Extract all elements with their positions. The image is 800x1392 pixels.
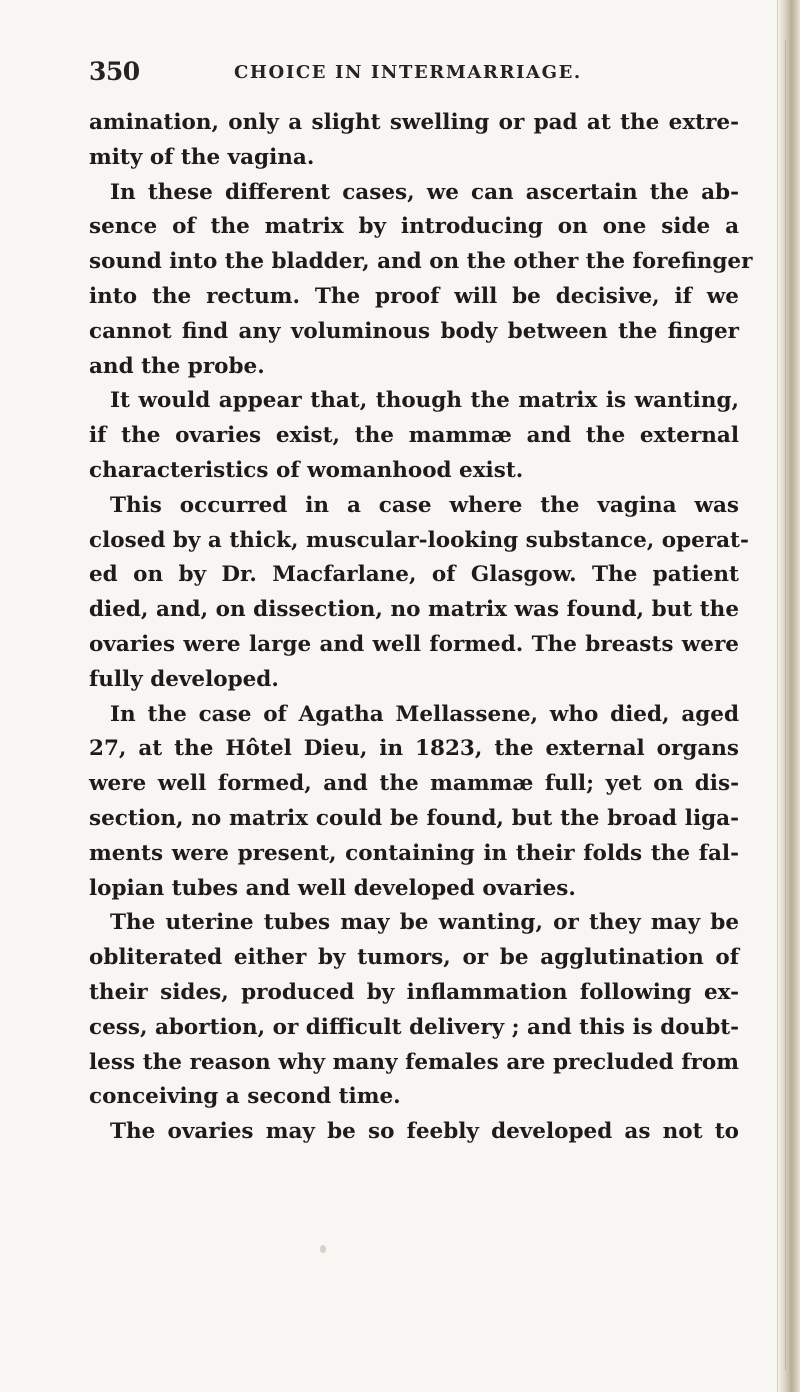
text-line: into the rectum. The proof will be decisive, if we — [89, 283, 739, 309]
text-line: ments were present, containing in their folds the fal- — [89, 840, 739, 866]
text-line: mity of the vagina. — [89, 144, 315, 170]
text-line: closed by a thick, muscular-looking substance, operat- — [89, 527, 749, 553]
binding-edge — [785, 40, 786, 1370]
text-line: 27, at the Hôtel Dieu, in 1823, the external organs — [89, 736, 739, 762]
text-line: sound into the bladder, and on the other the forefinger — [89, 249, 753, 275]
page-gutter — [777, 0, 800, 1392]
text-line: amination, only a slight swelling or pad at the extre- — [89, 110, 739, 135]
text-line: less the reason why many females are precluded from — [89, 1049, 739, 1075]
text-line: if the ovaries exist, the mammæ and the external — [89, 423, 739, 449]
text-line: section, no matrix could be found, but the broad liga- — [89, 805, 739, 831]
text-line: It would appear that, though the matrix is wanting, — [110, 388, 739, 414]
text-line: In the case of Agatha Mellassene, who died, aged — [110, 701, 739, 727]
text-line: lopian tubes and well developed ovaries. — [89, 875, 576, 901]
text-line: and the probe. — [89, 353, 265, 379]
running-title: CHOICE IN INTERMARRIAGE. — [234, 62, 582, 83]
text-line: their sides, produced by inflammation following ex- — [89, 979, 739, 1005]
text-line: This occurred in a case where the vagina was — [110, 492, 739, 518]
text-line: In these different cases, we can ascertain the ab- — [110, 179, 739, 205]
text-line: obliterated either by tumors, or be agglutination of — [89, 945, 739, 971]
text-line: The uterine tubes may be wanting, or they may be — [110, 910, 739, 936]
text-line: ed on by Dr. Macfarlane, of Glasgow. The patient — [89, 562, 739, 588]
running-head — [89, 57, 739, 97]
text-line: ovaries were large and well formed. The breasts were — [89, 631, 739, 657]
text-line: conceiving a second time. — [89, 1084, 401, 1110]
text-line: characteristics of womanhood exist. — [89, 457, 524, 483]
body-text — [89, 106, 753, 1150]
text-line: The ovaries may be so feebly developed as not to — [110, 1119, 739, 1145]
paper-speck — [320, 1245, 326, 1253]
text-line: fully developed. — [89, 666, 279, 692]
text-line: cannot find any voluminous body between the finger — [89, 318, 739, 344]
text-line: were well formed, and the mammæ full; yet on dis- — [89, 771, 739, 797]
text-line: died, and, on dissection, no matrix was found, but the — [89, 597, 739, 623]
text-line: sence of the matrix by introducing on one side a — [89, 214, 739, 240]
text-line: cess, abortion, or difficult delivery ; and this is doubt- — [89, 1014, 740, 1040]
page-number: 350 — [89, 57, 140, 86]
